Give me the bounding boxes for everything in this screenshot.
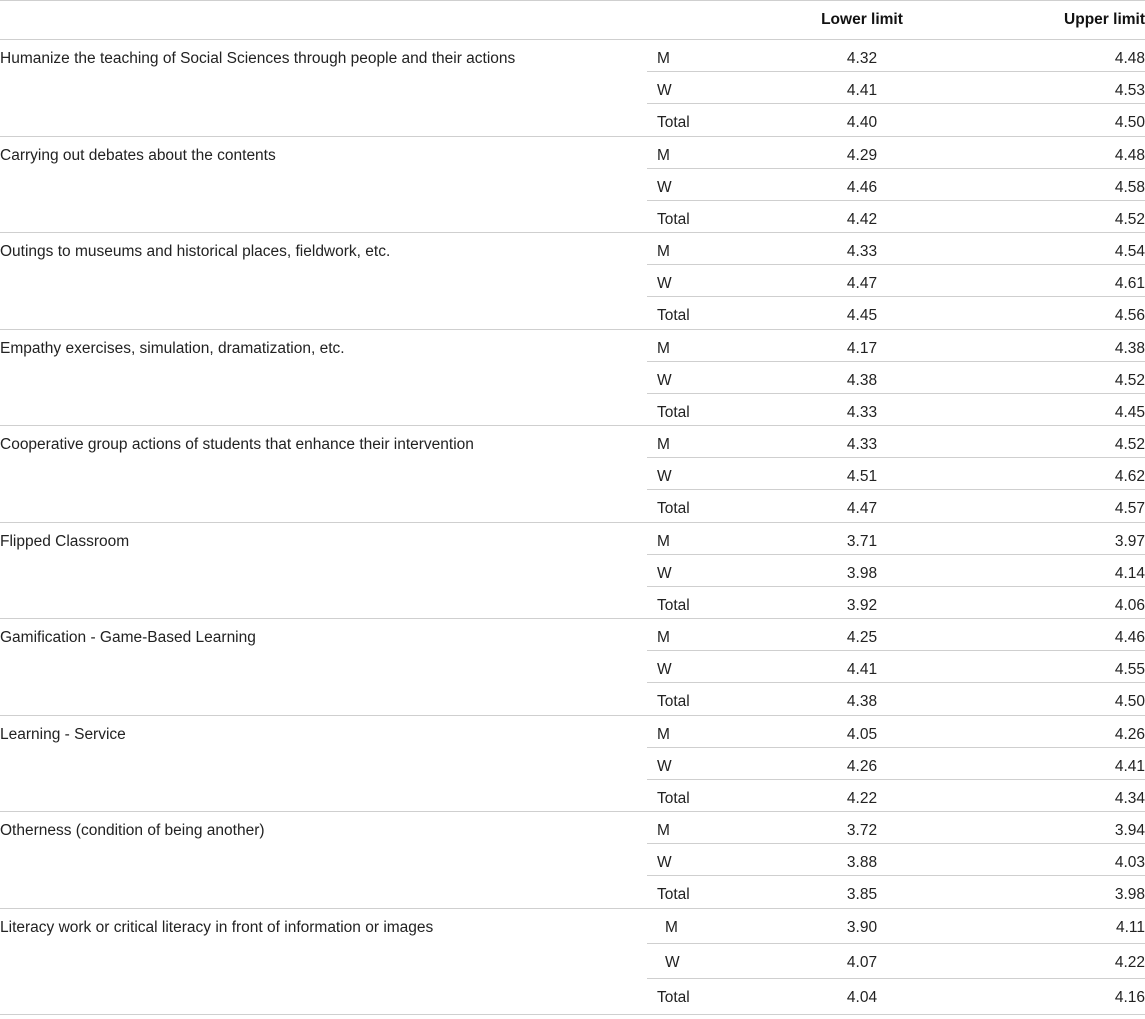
lower-limit-cell: 3.85 [846, 886, 878, 903]
group-label: Flipped Classroom [0, 532, 130, 550]
group-label: Carrying out debates about the contents [0, 146, 276, 164]
group-label: Literacy work or critical literacy in front of information or images [0, 918, 434, 936]
row-group-cell: W [657, 178, 672, 196]
table-row [647, 330, 1145, 362]
group-label: Outings to museums and historical places, fieldwork, etc. [0, 243, 391, 260]
upper-limit-cell: 3.97 [1114, 532, 1145, 550]
row-group-cell: Total [657, 114, 690, 131]
row-group-cell: W [665, 953, 680, 971]
table-row [647, 490, 1145, 522]
table-row [647, 812, 1145, 844]
lower-limit-cell: 4.42 [846, 210, 878, 228]
upper-limit-cell: 4.52 [1114, 210, 1145, 228]
row-group-cell: Total [657, 789, 690, 807]
lower-limit-cell: 3.90 [846, 918, 878, 936]
upper-limit-cell: 3.98 [1114, 886, 1145, 903]
table-header [0, 1, 1145, 40]
lower-limit-cell: 4.47 [846, 500, 878, 517]
group-label: Otherness (condition of being another) [0, 822, 265, 839]
row-group-cell: Total [657, 693, 690, 710]
table-row [647, 944, 1145, 979]
row-group-cell: Total [657, 500, 690, 517]
upper-limit-cell: 4.53 [1114, 82, 1145, 99]
upper-limit-cell: 4.50 [1114, 693, 1145, 710]
table-row [647, 876, 1145, 908]
row-group-cell: M [657, 436, 670, 453]
row-group-cell: W [657, 757, 672, 775]
row-group-cell: M [657, 822, 670, 839]
row-group-cell: Total [657, 403, 690, 421]
group-label: Humanize the teaching of Social Sciences through people and their actions [0, 50, 516, 67]
table-row [647, 716, 1145, 748]
upper-limit-cell: 4.41 [1114, 757, 1145, 775]
upper-limit-cell: 4.58 [1114, 178, 1145, 196]
lower-limit-cell: 4.05 [846, 725, 878, 743]
lower-limit-cell: 4.41 [846, 661, 878, 678]
row-group-cell: M [657, 50, 670, 67]
header-upper-limit: Upper limit [1064, 11, 1145, 28]
upper-limit-cell: 4.54 [1114, 243, 1145, 260]
group-label: Empathy exercises, simulation, dramatization, etc. [0, 339, 345, 357]
lower-limit-cell: 4.26 [846, 757, 878, 775]
upper-limit-cell: 4.61 [1114, 275, 1145, 292]
lower-limit-cell: 4.45 [846, 307, 878, 324]
lower-limit-cell: 4.51 [846, 468, 878, 485]
table-row [647, 297, 1145, 329]
table-row [647, 137, 1145, 169]
lower-limit-cell: 4.33 [846, 243, 878, 260]
group-label: Learning - Service [0, 725, 126, 743]
table-row [647, 651, 1145, 683]
table-row [647, 201, 1145, 233]
upper-limit-cell: 4.14 [1114, 564, 1145, 582]
lower-limit-cell: 4.32 [846, 50, 878, 67]
table-group [0, 426, 1145, 523]
upper-limit-cell: 4.52 [1114, 371, 1145, 389]
lower-limit-cell: 4.17 [846, 339, 878, 357]
table-row [647, 362, 1145, 394]
row-group-cell: M [657, 629, 670, 646]
table-group [0, 40, 1145, 137]
row-group-cell: Total [657, 210, 690, 228]
table-row [647, 265, 1145, 297]
upper-limit-cell: 4.62 [1114, 468, 1145, 485]
table-row [647, 40, 1145, 72]
table-row [647, 748, 1145, 780]
group-label: Cooperative group actions of students that enhance their intervention [0, 436, 474, 453]
table-row [647, 104, 1145, 136]
group-label: Gamification - Game-Based Learning [0, 629, 256, 646]
table-group [0, 812, 1145, 909]
upper-limit-cell: 4.48 [1114, 50, 1145, 67]
table-row [647, 169, 1145, 201]
row-group-cell: W [657, 275, 672, 292]
row-group-cell: M [657, 243, 670, 260]
upper-limit-cell: 4.45 [1114, 403, 1145, 421]
lower-limit-cell: 4.41 [846, 82, 878, 99]
lower-limit-cell: 3.71 [846, 532, 878, 550]
lower-limit-cell: 3.88 [846, 854, 878, 871]
upper-limit-cell: 4.38 [1114, 339, 1145, 357]
header-lower-limit: Lower limit [821, 11, 903, 28]
row-group-cell: Total [657, 988, 690, 1006]
lower-limit-cell: 4.29 [846, 146, 878, 164]
table-group [0, 619, 1145, 716]
lower-limit-cell: 4.38 [846, 693, 878, 710]
table-group [0, 523, 1145, 620]
row-group-cell: M [657, 532, 670, 550]
table-row [647, 979, 1145, 1014]
upper-limit-cell: 4.06 [1114, 596, 1145, 614]
upper-limit-cell: 4.55 [1114, 661, 1145, 678]
row-group-cell: M [657, 146, 670, 164]
lower-limit-cell: 4.46 [846, 178, 878, 196]
row-group-cell: M [657, 339, 670, 357]
table-group [0, 233, 1145, 330]
lower-limit-cell: 4.04 [846, 988, 878, 1006]
lower-limit-cell: 4.33 [846, 436, 878, 453]
upper-limit-cell: 4.56 [1114, 307, 1145, 324]
row-group-cell: M [657, 725, 670, 743]
table-row [647, 523, 1145, 555]
lower-limit-cell: 4.07 [846, 953, 878, 971]
table-group [0, 330, 1145, 427]
table-row [647, 555, 1145, 587]
row-group-cell: W [657, 371, 672, 389]
lower-limit-cell: 3.98 [846, 564, 878, 582]
row-group-cell: Total [657, 307, 690, 324]
row-group-cell: Total [657, 886, 690, 903]
row-group-cell: W [657, 564, 672, 582]
table-group [0, 137, 1145, 234]
group-divider [0, 1014, 1145, 1015]
table-row [647, 394, 1145, 426]
upper-limit-cell: 4.34 [1114, 789, 1145, 807]
lower-limit-cell: 4.22 [846, 789, 878, 807]
upper-limit-cell: 4.16 [1114, 988, 1145, 1006]
row-group-cell: Total [657, 596, 690, 614]
table-row [647, 844, 1145, 876]
upper-limit-cell: 3.94 [1114, 822, 1145, 839]
table-row [647, 780, 1145, 812]
lower-limit-cell: 3.92 [846, 596, 878, 614]
table-row [647, 458, 1145, 490]
upper-limit-cell: 4.22 [1114, 953, 1145, 971]
table-row [647, 233, 1145, 265]
table-group [0, 716, 1145, 813]
lower-limit-cell: 4.33 [846, 403, 878, 421]
lower-limit-cell: 3.72 [846, 822, 878, 839]
upper-limit-cell: 4.52 [1114, 436, 1145, 453]
upper-limit-cell: 4.48 [1114, 146, 1145, 164]
lower-limit-cell: 4.47 [846, 275, 878, 292]
row-group-cell: W [657, 854, 672, 871]
upper-limit-cell: 4.03 [1114, 854, 1145, 871]
upper-limit-cell: 4.57 [1114, 500, 1145, 517]
upper-limit-cell: 4.11 [1115, 918, 1145, 936]
table-row [647, 619, 1145, 651]
lower-limit-cell: 4.40 [846, 114, 878, 131]
table-row [647, 909, 1145, 944]
upper-limit-cell: 4.26 [1114, 725, 1145, 743]
row-group-cell: W [657, 661, 672, 678]
table-row [647, 426, 1145, 458]
table-row [647, 72, 1145, 104]
table-row [647, 683, 1145, 715]
upper-limit-cell: 4.50 [1114, 114, 1145, 131]
table-group [0, 909, 1145, 1015]
lower-limit-cell: 4.38 [846, 371, 878, 389]
upper-limit-cell: 4.46 [1114, 629, 1145, 646]
row-group-cell: W [657, 468, 672, 485]
lower-limit-cell: 4.25 [846, 629, 878, 646]
table-row [647, 587, 1145, 619]
row-group-cell: M [665, 918, 678, 936]
row-group-cell: W [657, 82, 672, 99]
